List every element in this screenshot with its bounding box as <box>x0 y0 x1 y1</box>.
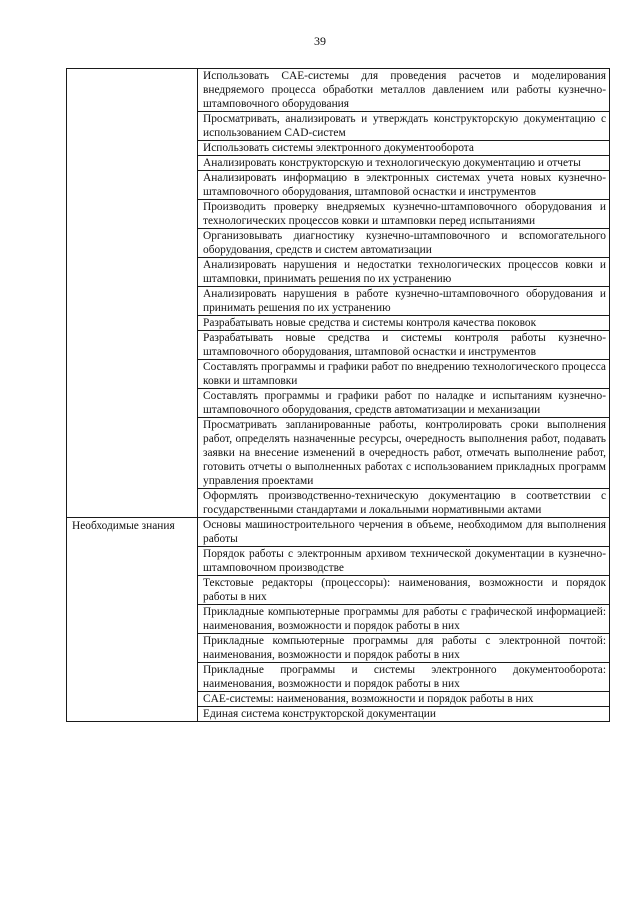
item-cell <box>198 258 610 287</box>
item-text: Производить проверку внедряемых кузнечно-штамповочного оборудования и технологических процессов ковки и штамповки перед испытаниями <box>203 201 606 227</box>
item-text: Составлять программы и графики работ по внедрению технологического процесса ковки и штамповки <box>203 361 606 387</box>
item-cell <box>198 663 610 692</box>
item-cell <box>198 171 610 200</box>
item-text: CAE-системы: наименования, возможности и порядок работы в них <box>203 693 534 705</box>
item-cell <box>198 389 610 418</box>
item-cell <box>198 229 610 258</box>
item-text: Прикладные компьютерные программы для работы с графической информацией: наименования, возможности и порядок работы в них <box>203 606 606 632</box>
item-cell <box>198 360 610 389</box>
item-cell <box>198 112 610 141</box>
item-cell <box>198 316 610 331</box>
item-cell <box>198 141 610 156</box>
item-cell <box>198 418 610 489</box>
item-text: Прикладные компьютерные программы для работы с электронной почтой: наименования, возможности и порядок работы в них <box>203 635 606 661</box>
item-text: Анализировать нарушения в работе кузнечно-штамповочного оборудования и принимать решения по их устранению <box>203 288 606 314</box>
requirements-table <box>66 68 610 722</box>
item-cell <box>198 634 610 663</box>
section-label-cell <box>67 518 198 722</box>
item-text: Просматривать запланированные работы, контролировать сроки выполнения работ, определять назначенные ресурсы, очередность выполнения работ, подавать заявки на внесение изменений в очередность работ, отмечать выполнение работ, готовить отчеты о выполненных работах с использованием прикладных программ управления проектами <box>203 419 606 487</box>
item-cell <box>198 547 610 576</box>
item-text: Анализировать нарушения и недостатки технологических процессов ковки и штамповки, принимать решения по их устранению <box>203 259 606 285</box>
item-text: Текстовые редакторы (процессоры): наименования, возможности и порядок работы в них <box>203 577 606 603</box>
item-cell <box>198 69 610 112</box>
item-cell <box>198 576 610 605</box>
item-cell <box>198 707 610 722</box>
section-label-cell <box>67 69 198 518</box>
page-number: 39 <box>314 34 326 48</box>
item-cell <box>198 692 610 707</box>
item-text: Анализировать конструкторскую и технологическую документацию и отчеты <box>203 157 581 169</box>
item-text: Основы машиностроительного черчения в объеме, необходимом для выполнения работы <box>203 519 606 545</box>
item-text: Анализировать информацию в электронных системах учета новых кузнечно-штамповочного оборудования, штамповой оснастки и инструментов <box>203 172 606 198</box>
item-cell <box>198 605 610 634</box>
item-cell <box>198 518 610 547</box>
item-cell <box>198 489 610 518</box>
item-text: Прикладные программы и системы электронного документооборота: наименования, возможности и порядок работы в них <box>203 664 606 690</box>
item-text: Использовать системы электронного документооборота <box>203 142 474 154</box>
item-text: Организовывать диагностику кузнечно-штамповочного и вспомогательного оборудования, средств и систем автоматизации <box>203 230 606 256</box>
item-text: Разрабатывать новые средства и системы контроля работы кузнечно-штамповочного оборудования, штамповой оснастки и инструментов <box>203 332 606 358</box>
item-text: Порядок работы с электронным архивом технической документации в кузнечно-штамповочном производстве <box>203 548 606 574</box>
item-text: Просматривать, анализировать и утверждать конструкторскую документацию с использованием CAD-систем <box>203 113 606 139</box>
item-text: Разрабатывать новые средства и системы контроля качества поковок <box>203 317 537 329</box>
table-row <box>67 518 610 547</box>
item-cell <box>198 200 610 229</box>
item-cell <box>198 156 610 171</box>
section-label: Необходимые знания <box>72 520 175 532</box>
item-text: Оформлять производственно-техническую документацию в соответствии с государственными стандартами и локальными нормативными актами <box>203 490 606 516</box>
item-cell <box>198 331 610 360</box>
requirements-table-body <box>67 69 610 722</box>
table-row <box>67 69 610 112</box>
item-cell <box>198 287 610 316</box>
item-text: Использовать CAE-системы для проведения расчетов и моделирования внедряемого процесса обработки металлов давлением или работы кузнечно-штамповочного оборудования <box>203 70 606 110</box>
item-text: Единая система конструкторской документации <box>203 708 437 720</box>
item-text: Составлять программы и графики работ по наладке и испытаниям кузнечно-штамповочного оборудования, средств автоматизации и механизации <box>203 390 606 416</box>
